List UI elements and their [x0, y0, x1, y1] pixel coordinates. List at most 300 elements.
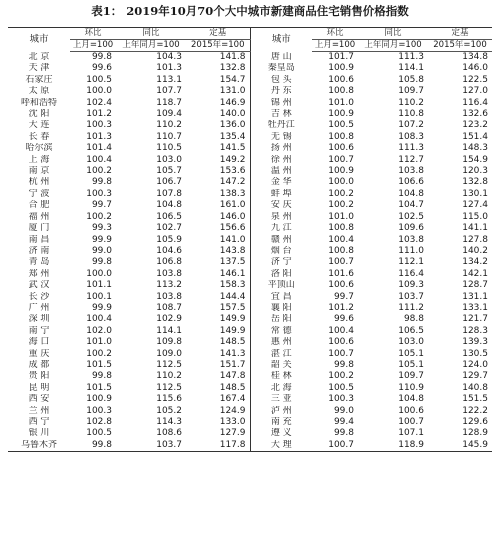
yoy-cell: 106.7: [156, 177, 182, 188]
fixed-cell: 128.3: [462, 325, 488, 336]
table-row: [8, 406, 492, 417]
fixed-cell: 129.6: [462, 417, 488, 427]
yoy-cell: 112.1: [398, 257, 424, 268]
yoy-cell: 104.8: [398, 394, 424, 405]
mom-cell: 100.3: [86, 405, 112, 416]
city-cell: 烟 台: [270, 245, 292, 256]
city-cell: 九 江: [270, 223, 292, 234]
city-cell: 深 圳: [28, 314, 50, 325]
city-cell: 银 川: [28, 428, 50, 439]
mom-cell: 99.9: [91, 302, 112, 313]
fixed-cell: 131.1: [462, 291, 488, 302]
fixed-cell: 167.4: [186, 394, 250, 405]
fixed-cell: 143.8: [186, 246, 250, 257]
yoy-cell: 103.8: [156, 268, 182, 279]
city-cell: 杭 州: [28, 177, 50, 188]
table-row: [8, 143, 492, 154]
header-yoy: 同比: [116, 28, 186, 40]
mom-cell: 100.5: [328, 382, 354, 393]
yoy-cell: 105.7: [156, 166, 182, 177]
fixed-cell: 133.1: [462, 302, 488, 313]
yoy-cell: 118.7: [156, 97, 182, 108]
city-cell: 哈尔滨: [25, 143, 53, 154]
yoy-cell: 109.6: [398, 223, 424, 234]
yoy-cell: 107.1: [398, 428, 424, 439]
fixed-cell: 129.7: [462, 371, 488, 382]
yoy-cell: 116.4: [398, 268, 424, 279]
table-row: [8, 75, 492, 86]
yoy-cell: 98.8: [403, 314, 424, 325]
fixed-cell: 141.5: [186, 143, 250, 154]
yoy-cell: 103.0: [156, 154, 182, 165]
yoy-cell: 114.3: [156, 417, 182, 427]
table-row: [8, 428, 492, 439]
mom-cell: 101.5: [86, 382, 112, 393]
yoy-cell: 110.5: [156, 143, 182, 154]
yoy-cell: 102.5: [398, 211, 424, 222]
fixed-cell: 140.8: [462, 382, 488, 393]
city-cell: 惠 州: [270, 337, 292, 348]
city-cell: 西 安: [28, 394, 50, 405]
fixed-cell: 146.0: [186, 212, 250, 223]
mom-cell: 99.7: [333, 291, 354, 302]
city-cell: 南 充: [270, 417, 292, 427]
table-row: [8, 314, 492, 325]
city-cell: 昆 明: [28, 382, 50, 393]
yoy-cell: 118.9: [398, 439, 424, 450]
fixed-cell: 124.0: [462, 359, 488, 370]
fixed-cell: 136.0: [186, 120, 250, 131]
yoy-cell: 105.9: [156, 234, 182, 245]
fixed-cell: 115.0: [462, 211, 488, 222]
fixed-cell: 139.3: [462, 337, 488, 348]
city-cell: 襄 阳: [270, 302, 292, 313]
yoy-cell: 105.1: [398, 359, 424, 370]
table-row: [8, 269, 492, 280]
header-fixed: 定基: [186, 28, 250, 40]
city-cell: 秦皇岛: [267, 63, 295, 74]
mom-cell: 100.5: [86, 428, 112, 439]
yoy-cell: 112.5: [156, 359, 182, 370]
yoy-cell: 112.7: [398, 154, 424, 165]
mom-cell: 99.9: [91, 234, 112, 245]
table-row: [8, 109, 492, 120]
city-cell: 沈 阳: [28, 109, 50, 120]
yoy-cell: 106.6: [398, 177, 424, 188]
mom-cell: 100.7: [328, 348, 354, 359]
city-cell: 天 津: [28, 63, 50, 74]
fixed-cell: 156.6: [186, 223, 250, 234]
yoy-cell: 110.7: [156, 131, 182, 142]
yoy-cell: 110.8: [398, 109, 424, 120]
fixed-cell: 122.5: [462, 74, 488, 85]
yoy-cell: 103.8: [398, 234, 424, 245]
city-cell: 金 华: [270, 177, 292, 188]
header-mom: 环比: [70, 28, 116, 40]
fixed-cell: 148.5: [186, 337, 250, 348]
city-cell: 贵 阳: [28, 371, 50, 382]
mom-cell: 99.8: [91, 257, 112, 268]
fixed-cell: 157.5: [186, 303, 250, 314]
yoy-cell: 104.8: [398, 188, 424, 199]
mom-cell: 100.4: [86, 154, 112, 165]
yoy-cell: 105.2: [156, 405, 182, 416]
yoy-cell: 105.1: [398, 348, 424, 359]
yoy-cell: 106.5: [156, 211, 182, 222]
city-cell: 呼和浩特: [20, 97, 57, 108]
city-cell: 长 春: [28, 131, 50, 142]
mom-cell: 99.8: [91, 439, 112, 450]
fixed-cell: 151.4: [462, 131, 488, 142]
city-cell: 岳 阳: [270, 314, 292, 325]
yoy-cell: 108.7: [156, 302, 182, 313]
fixed-cell: 127.9: [186, 428, 250, 439]
city-cell: 平顶山: [267, 280, 295, 291]
mom-cell: 100.2: [328, 188, 354, 199]
table-row: [8, 52, 492, 64]
city-cell: 长 沙: [28, 291, 50, 302]
yoy-cell: 103.0: [398, 337, 424, 348]
mom-cell: 101.6: [328, 268, 354, 279]
table-row: [8, 383, 492, 394]
fixed-cell: 154.7: [186, 75, 250, 86]
fixed-cell: 145.9: [462, 439, 488, 450]
mom-cell: 99.6: [333, 314, 354, 325]
mom-cell: 100.0: [86, 86, 112, 97]
mom-cell: 101.3: [86, 131, 112, 142]
yoy-cell: 113.2: [156, 280, 182, 291]
city-cell: 石家庄: [25, 74, 53, 85]
mom-cell: 99.0: [333, 405, 354, 416]
yoy-cell: 110.2: [398, 97, 424, 108]
city-cell: 成 都: [28, 359, 50, 370]
city-cell: 遵 义: [270, 428, 292, 439]
header-yoy: 同比: [358, 28, 428, 40]
mom-cell: 102.8: [86, 417, 112, 427]
fixed-cell: 128.9: [462, 428, 488, 439]
header-fixed-sub: 2015年=100: [428, 40, 492, 52]
mom-cell: 100.4: [328, 234, 354, 245]
city-cell: 丹 东: [270, 86, 292, 97]
mom-cell: 100.9: [328, 166, 354, 177]
yoy-cell: 106.5: [398, 325, 424, 336]
yoy-cell: 114.1: [398, 63, 424, 74]
yoy-cell: 114.1: [156, 325, 182, 336]
city-cell: 济 南: [28, 245, 50, 256]
fixed-cell: 124.9: [186, 406, 250, 417]
city-cell: 泸 州: [270, 405, 292, 416]
fixed-cell: 123.2: [462, 120, 488, 131]
city-cell: 重 庆: [28, 348, 50, 359]
fixed-cell: 135.4: [186, 132, 250, 143]
city-cell: 安 庆: [270, 200, 292, 211]
fixed-cell: 147.8: [186, 371, 250, 382]
mom-cell: 100.0: [86, 268, 112, 279]
fixed-cell: 134.2: [462, 257, 488, 268]
mom-cell: 100.9: [86, 394, 112, 405]
yoy-cell: 107.7: [156, 86, 182, 97]
fixed-cell: 144.4: [186, 292, 250, 303]
fixed-cell: 146.0: [462, 63, 488, 74]
yoy-cell: 109.7: [398, 86, 424, 97]
city-cell: 海 口: [28, 337, 50, 348]
fixed-cell: 141.0: [186, 235, 250, 246]
mom-cell: 101.0: [328, 97, 354, 108]
fixed-cell: 120.3: [462, 166, 488, 177]
header-fixed: 定基: [428, 28, 492, 40]
fixed-cell: 140.0: [186, 109, 250, 120]
fixed-cell: 137.5: [186, 257, 250, 268]
fixed-cell: 146.1: [186, 269, 250, 280]
mom-cell: 100.1: [86, 291, 112, 302]
city-cell: 上 海: [28, 154, 50, 165]
table-row: [8, 200, 492, 211]
mom-cell: 101.5: [86, 359, 112, 370]
yoy-cell: 111.3: [398, 143, 424, 154]
city-cell: 南 昌: [28, 234, 50, 245]
table-row: [8, 303, 492, 314]
yoy-cell: 103.8: [398, 166, 424, 177]
fixed-cell: 151.7: [186, 360, 250, 371]
city-cell: 武 汉: [28, 280, 50, 291]
city-cell: 温 州: [270, 166, 292, 177]
mom-cell: 99.8: [333, 428, 354, 439]
fixed-cell: 130.1: [462, 188, 488, 199]
city-cell: 吉 林: [270, 109, 292, 120]
yoy-cell: 102.7: [156, 223, 182, 234]
fixed-cell: 158.3: [186, 280, 250, 291]
yoy-cell: 109.7: [398, 371, 424, 382]
header-fixed-sub: 2015年=100: [186, 40, 250, 52]
yoy-cell: 102.9: [156, 314, 182, 325]
yoy-cell: 100.7: [398, 417, 424, 427]
mom-cell: 101.0: [86, 337, 112, 348]
mom-cell: 100.3: [86, 120, 112, 131]
mom-cell: 102.4: [86, 97, 112, 108]
fixed-cell: 127.4: [462, 200, 488, 211]
mom-cell: 100.7: [328, 439, 354, 450]
city-cell: 福 州: [28, 211, 50, 222]
city-cell: 湛 江: [270, 348, 292, 359]
fixed-cell: 132.6: [462, 109, 488, 120]
city-cell: 南 宁: [28, 325, 50, 336]
mom-cell: 99.6: [91, 63, 112, 74]
table-row: [8, 417, 492, 428]
yoy-cell: 111.0: [398, 245, 424, 256]
mom-cell: 100.7: [328, 154, 354, 165]
table-row: [8, 98, 492, 109]
fixed-cell: 153.6: [186, 166, 250, 177]
fixed-cell: 127.8: [462, 234, 488, 245]
yoy-cell: 104.7: [398, 200, 424, 211]
header-yoy-sub: 上年同月=100: [358, 40, 428, 52]
yoy-cell: 105.8: [398, 74, 424, 85]
mom-cell: 100.5: [86, 74, 112, 85]
mom-cell: 100.9: [328, 63, 354, 74]
city-cell: 宁 波: [28, 188, 50, 199]
fixed-cell: 132.8: [462, 177, 488, 188]
fixed-cell: 122.2: [462, 405, 488, 416]
mom-cell: 100.8: [328, 86, 354, 97]
table-row: [8, 257, 492, 268]
mom-cell: 100.6: [328, 143, 354, 154]
table-row: [8, 235, 492, 246]
yoy-cell: 109.3: [398, 280, 424, 291]
yoy-cell: 103.7: [156, 439, 182, 450]
city-cell: 牡丹江: [267, 120, 295, 131]
city-cell: 赣 州: [270, 234, 292, 245]
mom-cell: 100.2: [328, 200, 354, 211]
fixed-cell: 149.2: [186, 155, 250, 166]
city-cell: 唐 山: [270, 51, 292, 62]
mom-cell: 100.3: [86, 188, 112, 199]
yoy-cell: 109.8: [156, 337, 182, 348]
mom-cell: 100.4: [86, 314, 112, 325]
mom-cell: 100.0: [328, 177, 354, 188]
fixed-cell: 134.8: [462, 52, 488, 62]
city-cell: 广 州: [28, 302, 50, 313]
mom-cell: 100.2: [86, 211, 112, 222]
yoy-cell: 103.7: [398, 291, 424, 302]
yoy-cell: 108.6: [156, 428, 182, 439]
city-cell: 合 肥: [28, 200, 50, 211]
city-cell: 济 宁: [270, 257, 292, 268]
table-row: [8, 120, 492, 131]
yoy-cell: 100.6: [398, 405, 424, 416]
yoy-cell: 113.1: [156, 74, 182, 85]
mom-cell: 101.0: [328, 211, 354, 222]
table-row: [8, 189, 492, 200]
mom-cell: 100.2: [328, 371, 354, 382]
table-row: [8, 155, 492, 166]
mom-cell: 99.8: [91, 371, 112, 382]
table-row: [8, 337, 492, 348]
mom-cell: 100.7: [328, 257, 354, 268]
header-city: 城市: [29, 34, 49, 46]
fixed-cell: 141.1: [462, 223, 488, 234]
table-row: [8, 86, 492, 97]
fixed-cell: 117.8: [186, 440, 250, 452]
mom-cell: 100.5: [328, 120, 354, 131]
city-cell: 宜 昌: [270, 291, 292, 302]
fixed-cell: 161.0: [186, 200, 250, 211]
fixed-cell: 142.1: [462, 268, 488, 279]
table-row: [8, 63, 492, 74]
city-cell: 青 岛: [28, 257, 50, 268]
fixed-cell: 140.2: [462, 245, 488, 256]
yoy-cell: 110.9: [398, 382, 424, 393]
city-cell: 北 海: [270, 382, 292, 393]
fixed-cell: 141.3: [186, 349, 250, 360]
city-cell: 郑 州: [28, 268, 50, 279]
yoy-cell: 106.8: [156, 257, 182, 268]
mom-cell: 99.0: [91, 245, 112, 256]
city-cell: 韶 关: [270, 359, 292, 370]
mom-cell: 99.8: [333, 359, 354, 370]
mom-cell: 101.2: [328, 302, 354, 313]
city-cell: 蚌 埠: [270, 188, 292, 199]
table-row: [8, 292, 492, 303]
table-row: [8, 132, 492, 143]
mom-cell: 100.6: [328, 337, 354, 348]
fixed-cell: 148.3: [462, 143, 488, 154]
city-cell: 三 亚: [270, 394, 292, 405]
fixed-cell: 133.0: [186, 417, 250, 428]
city-cell: 厦 门: [28, 223, 50, 234]
header-yoy-sub: 上年同月=100: [116, 40, 186, 52]
table-row: [8, 394, 492, 405]
mom-cell: 100.3: [328, 394, 354, 405]
city-cell: 大 连: [28, 120, 50, 131]
mom-cell: 99.7: [91, 200, 112, 211]
mom-cell: 101.4: [86, 143, 112, 154]
mom-cell: 99.3: [91, 223, 112, 234]
fixed-cell: 141.8: [186, 52, 250, 64]
city-cell: 无 锡: [270, 131, 292, 142]
fixed-cell: 149.9: [186, 314, 250, 325]
fixed-cell: 148.5: [186, 383, 250, 394]
fixed-cell: 116.4: [462, 97, 488, 108]
mom-cell: 100.6: [328, 74, 354, 85]
table-row: [8, 326, 492, 337]
mom-cell: 100.9: [328, 109, 354, 120]
yoy-cell: 108.3: [398, 131, 424, 142]
table-row: [8, 212, 492, 223]
fixed-cell: 128.7: [462, 280, 488, 291]
mom-cell: 100.8: [328, 131, 354, 142]
fixed-cell: 149.9: [186, 326, 250, 337]
mom-cell: 99.8: [91, 52, 112, 62]
yoy-cell: 111.3: [398, 52, 424, 62]
fixed-cell: 147.2: [186, 177, 250, 188]
city-cell: 南 京: [28, 166, 50, 177]
city-cell: 徐 州: [270, 154, 292, 165]
header-mom-sub: 上月=100: [70, 40, 116, 52]
yoy-cell: 104.3: [156, 52, 182, 62]
mom-cell: 100.4: [328, 325, 354, 336]
table-row: [8, 371, 492, 382]
mom-cell: 100.8: [328, 223, 354, 234]
city-cell: 大 理: [270, 439, 292, 450]
table-header: [8, 28, 492, 52]
table-row: [8, 349, 492, 360]
city-cell: 太 原: [28, 86, 50, 97]
table-row: [8, 223, 492, 234]
mom-cell: 101.7: [328, 52, 354, 62]
table-row: [8, 440, 492, 452]
yoy-cell: 107.8: [156, 188, 182, 199]
table-row: [8, 360, 492, 371]
mom-cell: 102.0: [86, 325, 112, 336]
fixed-cell: 154.9: [462, 154, 488, 165]
mom-cell: 100.6: [328, 280, 354, 291]
yoy-cell: 109.0: [156, 348, 182, 359]
fixed-cell: 127.0: [462, 86, 488, 97]
yoy-cell: 111.2: [398, 302, 424, 313]
table-row: [8, 177, 492, 188]
city-cell: 包 头: [270, 74, 292, 85]
mom-cell: 99.8: [91, 177, 112, 188]
table-row: [8, 166, 492, 177]
city-cell: 洛 阳: [270, 268, 292, 279]
header-mom: 环比: [312, 28, 358, 40]
fixed-cell: 146.9: [186, 98, 250, 109]
yoy-cell: 110.2: [156, 371, 182, 382]
city-cell: 扬 州: [270, 143, 292, 154]
yoy-cell: 112.5: [156, 382, 182, 393]
yoy-cell: 103.8: [156, 291, 182, 302]
yoy-cell: 109.4: [156, 109, 182, 120]
